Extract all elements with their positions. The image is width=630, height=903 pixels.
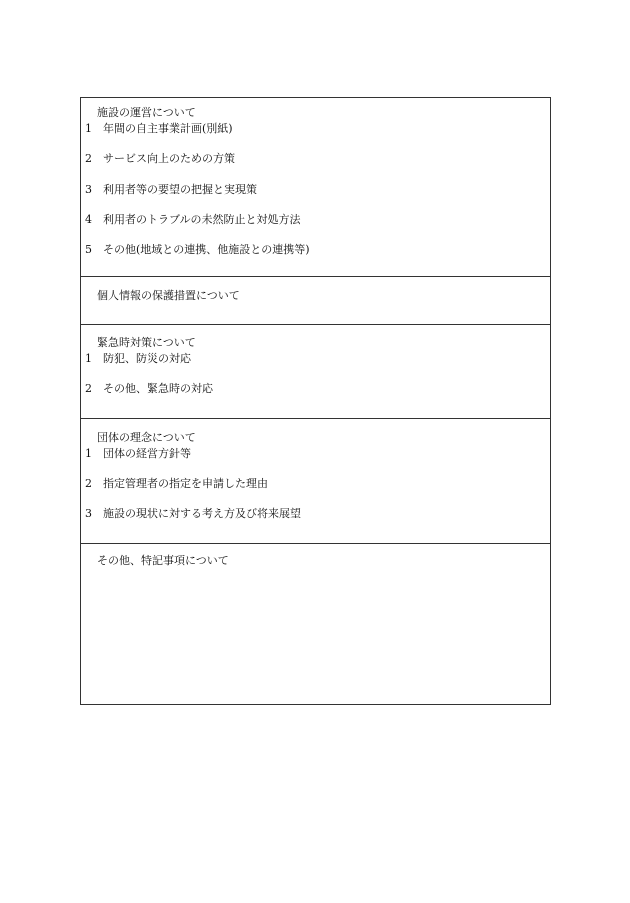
section-personal-info-protection bbox=[81, 277, 550, 325]
application-form bbox=[80, 97, 551, 705]
item-number: 4 bbox=[85, 213, 92, 226]
item-text: その他、緊急時の対応 bbox=[103, 382, 213, 395]
item-number: 2 bbox=[85, 382, 92, 395]
list-item bbox=[85, 350, 191, 366]
section-title: 緊急時対策について bbox=[97, 336, 196, 349]
section-other-notes bbox=[81, 544, 550, 704]
list-item bbox=[85, 150, 235, 166]
item-text: 防犯、防災の対応 bbox=[103, 352, 191, 365]
section-facility-operation bbox=[81, 98, 550, 277]
list-item bbox=[85, 241, 310, 257]
list-item bbox=[85, 380, 213, 396]
list-item bbox=[85, 475, 268, 491]
list-item bbox=[85, 211, 301, 227]
section-organization-philosophy bbox=[81, 419, 550, 544]
item-text: 団体の経営方針等 bbox=[103, 447, 191, 460]
item-text: 利用者等の要望の把握と実現策 bbox=[103, 183, 257, 196]
section-title: その他、特記事項について bbox=[97, 554, 229, 567]
item-text: サービス向上のための方策 bbox=[103, 152, 235, 165]
item-text: 施設の現状に対する考え方及び将来展望 bbox=[103, 507, 301, 520]
item-text: 年間の自主事業計画(別紙) bbox=[103, 122, 233, 135]
item-number: 1 bbox=[85, 447, 92, 460]
item-number: 2 bbox=[85, 477, 92, 490]
item-text: その他(地域との連携、他施設との連携等) bbox=[103, 243, 310, 256]
list-item bbox=[85, 505, 301, 521]
section-emergency-measures bbox=[81, 325, 550, 419]
item-number: 3 bbox=[85, 183, 92, 196]
item-text: 指定管理者の指定を申請した理由 bbox=[103, 477, 268, 490]
item-number: 5 bbox=[85, 243, 92, 256]
list-item bbox=[85, 120, 233, 136]
section-title: 団体の理念について bbox=[97, 431, 196, 444]
section-title: 個人情報の保護措置について bbox=[97, 289, 240, 302]
item-text: 利用者のトラブルの未然防止と対処方法 bbox=[103, 213, 301, 226]
section-title: 施設の運営について bbox=[97, 106, 196, 119]
item-number: 3 bbox=[85, 507, 92, 520]
item-number: 2 bbox=[85, 152, 92, 165]
list-item bbox=[85, 181, 257, 197]
item-number: 1 bbox=[85, 352, 92, 365]
item-number: 1 bbox=[85, 122, 92, 135]
list-item bbox=[85, 445, 191, 461]
